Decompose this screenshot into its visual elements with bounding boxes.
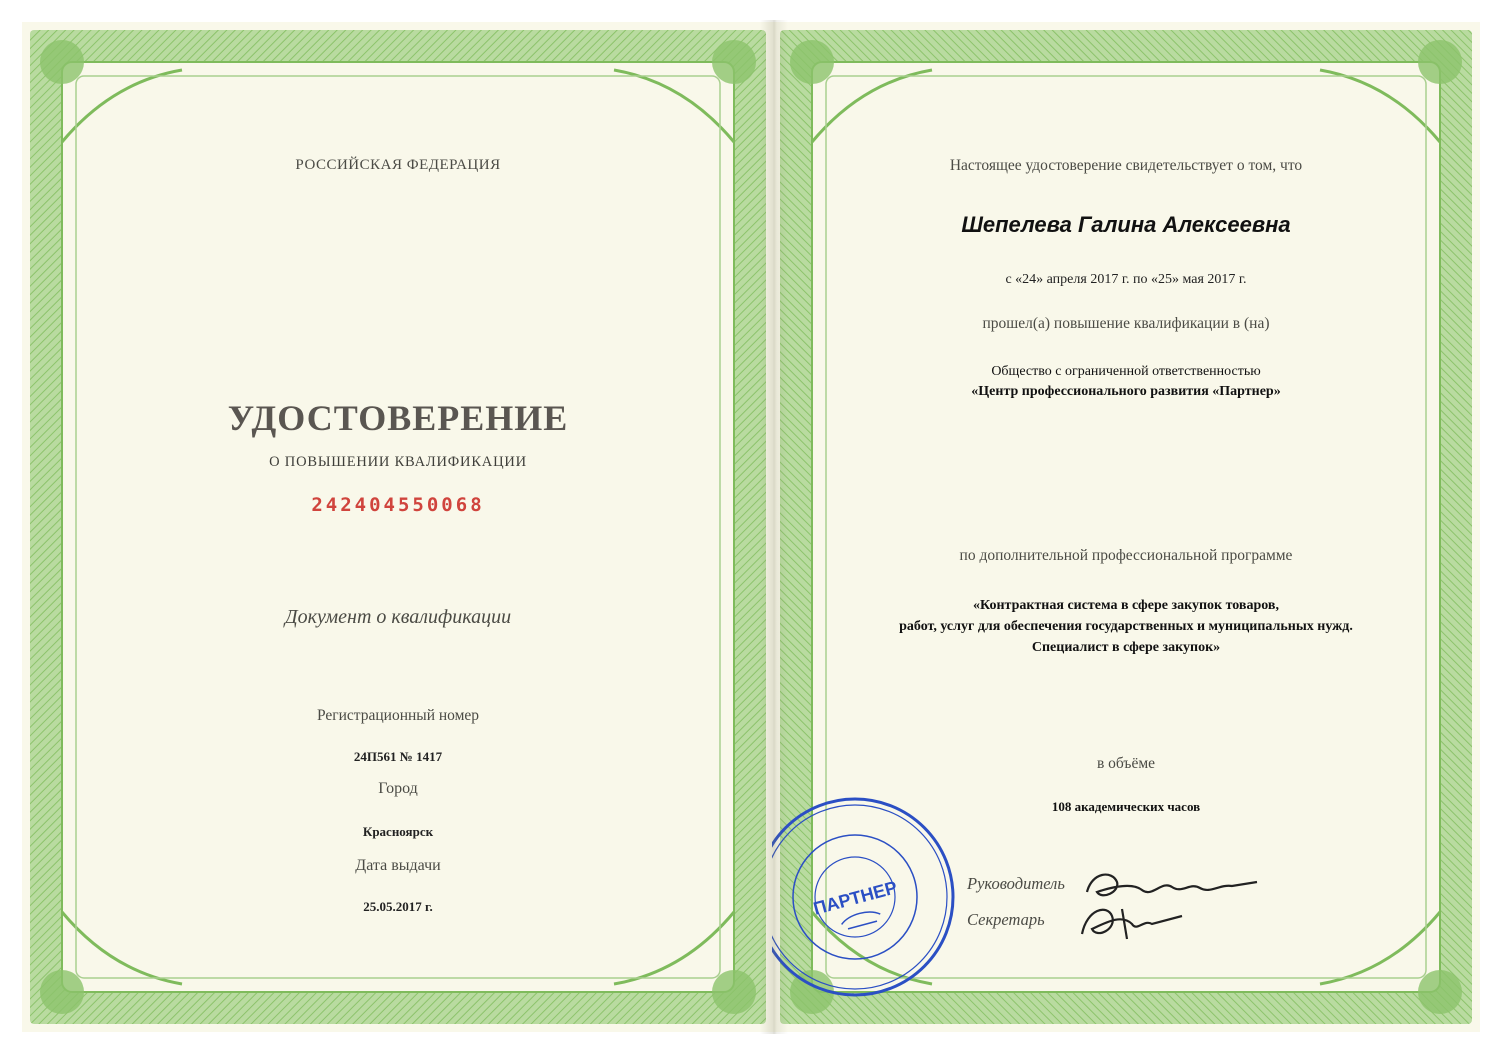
volume-label: в объёме bbox=[1096, 755, 1156, 772]
document-subtitle: О ПОВЫШЕНИИ КВАЛИФИКАЦИИ bbox=[269, 454, 527, 470]
serial-number: 242404550068 bbox=[311, 494, 485, 516]
organization-line-2: «Центр профессионального развития «Партнер» bbox=[971, 384, 1281, 399]
left-page bbox=[22, 22, 774, 1032]
issue-date-label: Дата выдачи bbox=[355, 857, 441, 874]
program-line-1: «Контрактная система в сфере закупок товаров, bbox=[973, 598, 1279, 613]
program-label: по дополнительной профессиональной программе bbox=[959, 547, 1293, 564]
head-label: Руководитель bbox=[967, 874, 1065, 893]
training-period: с «24» апреля 2017 г. по «25» мая 2017 г. bbox=[1005, 272, 1247, 287]
stamp-center-text: ПАРТНЕР bbox=[811, 877, 900, 919]
right-page bbox=[772, 22, 1480, 1032]
passed-text: прошел(а) повышение квалификации в (на) bbox=[982, 315, 1270, 332]
page-fold bbox=[760, 20, 788, 1034]
organization-line-1: Общество с ограниченной ответственностью bbox=[991, 364, 1261, 379]
city-label: Город bbox=[378, 780, 418, 797]
document-title: УДОСТОВЕРЕНИЕ bbox=[227, 398, 569, 438]
secretary-signature bbox=[1062, 894, 1212, 949]
recipient-name: Шепелева Галина Алексеевна bbox=[961, 212, 1291, 237]
intro-text: Настоящее удостоверение свидетельствует о том, что bbox=[949, 157, 1303, 174]
organization-stamp bbox=[772, 792, 960, 1002]
city-value: Красноярск bbox=[362, 824, 434, 839]
program-line-2: работ, услуг для обеспечения государственных и муниципальных нужд. bbox=[899, 619, 1353, 634]
country-heading: РОССИЙСКАЯ ФЕДЕРАЦИЯ bbox=[295, 157, 501, 173]
issue-date-value: 25.05.2017 г. bbox=[363, 899, 433, 914]
registration-label: Регистрационный номер bbox=[316, 707, 480, 724]
program-line-3: Специалист в сфере закупок» bbox=[1031, 640, 1221, 655]
registration-value: 24П561 № 1417 bbox=[353, 749, 443, 764]
document-type: Документ о квалификации bbox=[284, 606, 512, 628]
secretary-label: Секретарь bbox=[967, 910, 1045, 929]
volume-value: 108 академических часов bbox=[1051, 799, 1201, 814]
